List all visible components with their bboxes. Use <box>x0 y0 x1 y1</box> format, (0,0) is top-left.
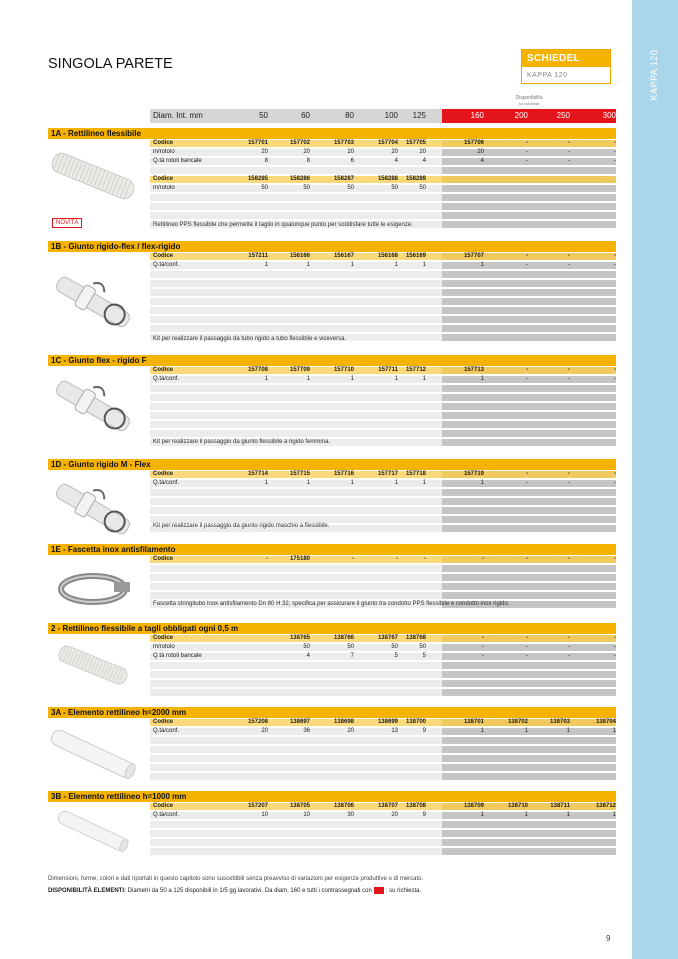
table-cell: - <box>526 140 528 146</box>
table-cell: 157719 <box>463 471 484 477</box>
table-cell: 50 <box>391 644 398 650</box>
table-cell: 1 <box>306 376 310 382</box>
section-title-bar <box>48 459 616 470</box>
row-label: m/rotolo <box>153 149 175 155</box>
table-cell: - <box>526 653 528 659</box>
table-cell: 20 <box>391 812 398 818</box>
table-row <box>150 507 616 515</box>
table-row <box>150 325 616 333</box>
table-cell: 157704 <box>377 140 398 146</box>
diameter-value: 60 <box>301 111 310 120</box>
table-row <box>150 167 616 175</box>
table-row <box>150 480 616 488</box>
table-cell: - <box>568 653 570 659</box>
table-cell: - <box>614 253 616 259</box>
table-cell: - <box>526 376 528 382</box>
row-label: m/rotolo <box>153 644 175 650</box>
table-cell: 20 <box>261 728 268 734</box>
table-cell: 138705 <box>289 803 310 809</box>
table-cell: - <box>526 262 528 268</box>
row-label: m/rotolo <box>153 185 175 191</box>
table-cell: 1 <box>306 480 310 486</box>
table-cell: - <box>568 367 570 373</box>
row-label: Codice <box>153 140 174 146</box>
table-cell: 20 <box>261 149 268 155</box>
table-row <box>150 203 616 211</box>
table-cell: 4 <box>306 653 310 659</box>
section-title: 3A - Elemento rettilineo h=2000 mm <box>51 708 187 717</box>
table-cell: 157701 <box>247 140 268 146</box>
diameter-value: 200 <box>514 111 528 120</box>
table-row <box>150 737 616 745</box>
side-label: KAPPA 120 <box>649 49 659 101</box>
table-cell: - <box>526 635 528 641</box>
table-row <box>150 556 616 564</box>
table-cell: 1 <box>480 812 484 818</box>
table-cell: - <box>568 253 570 259</box>
table-cell: - <box>614 158 616 164</box>
table-row <box>150 764 616 772</box>
table-cell: 1 <box>422 262 426 268</box>
diameter-value: 250 <box>556 111 570 120</box>
table-cell: - <box>568 471 570 477</box>
table-cell: 157713 <box>463 367 484 373</box>
table-cell: 6 <box>350 158 354 164</box>
table-cell: 157716 <box>333 471 354 477</box>
table-cell: 138697 <box>289 719 310 725</box>
table-cell: 50 <box>303 644 310 650</box>
row-label: Q.tà/conf. <box>153 376 180 382</box>
table-cell: 9 <box>422 812 426 818</box>
table-row <box>150 253 616 261</box>
table-cell: 157707 <box>463 253 484 259</box>
page-title: SINGOLA PARETE <box>48 56 173 72</box>
diameter-value: 125 <box>412 111 426 120</box>
table-cell: 157709 <box>289 367 310 373</box>
product-description: Kit per realizzare il passaggio da tubo rigido a tubo flessibile e viceversa. <box>153 336 347 342</box>
table-cell: 20 <box>347 728 354 734</box>
table-cell: 157715 <box>289 471 310 477</box>
table-row <box>150 430 616 438</box>
table-cell: 5 <box>394 653 398 659</box>
table-row <box>150 746 616 754</box>
table-cell: - <box>614 653 616 659</box>
table-cell: 4 <box>394 158 398 164</box>
table-row <box>150 839 616 847</box>
section-title: 1D - Giunto rigido M - Flex <box>51 460 151 469</box>
table-row <box>150 635 616 643</box>
table-row <box>150 421 616 429</box>
logo-product: KAPPA 120 <box>527 72 568 79</box>
table-cell: 8 <box>306 158 310 164</box>
table-cell: - <box>614 644 616 650</box>
table-cell: - <box>614 635 616 641</box>
table-row <box>150 280 616 288</box>
row-label: Q.tà/conf. <box>153 262 180 268</box>
table-cell: - <box>526 149 528 155</box>
product-description: Kit per realizzare il passaggio da giunto flessibile a rigido femmina. <box>153 439 331 445</box>
table-cell: 1 <box>480 728 484 734</box>
table-cell: - <box>526 556 528 562</box>
table-cell: 138767 <box>377 635 398 641</box>
table-cell: 157706 <box>463 140 484 146</box>
page-number: 9 <box>606 934 611 943</box>
table-row <box>150 212 616 220</box>
table-cell: 157708 <box>247 367 268 373</box>
section-title: 1B - Giunto rigido-flex / flex-rigido <box>51 242 181 251</box>
table-cell: 138711 <box>550 803 570 809</box>
table-cell: - <box>526 480 528 486</box>
table-cell: 1 <box>350 480 354 486</box>
table-cell: 138703 <box>549 719 570 725</box>
footer-note: Dimensioni, forme, colori e dati riportati in questo capitolo sono suscettibili senza preavviso di variazioni per esigenze produttive o di mercato. <box>48 876 424 882</box>
table-cell: - <box>614 556 616 562</box>
table-row <box>150 489 616 497</box>
table-cell: 157712 <box>405 367 426 373</box>
section-title: 1C - Giunto flex - rigido F <box>51 356 147 365</box>
section-title-bar <box>48 128 616 139</box>
table-cell: 1 <box>524 812 528 818</box>
flex-rigid-female-joint-icon <box>48 376 138 441</box>
table-row <box>150 289 616 297</box>
table-cell: 138704 <box>595 719 616 725</box>
table-cell: 9 <box>422 728 426 734</box>
table-row <box>150 719 616 727</box>
table-cell: 13 <box>391 728 398 734</box>
table-cell: 156169 <box>405 253 426 259</box>
table-row <box>150 755 616 763</box>
rigid-flex-joint-icon <box>48 272 138 337</box>
table-row <box>150 821 616 829</box>
table-cell: 157211 <box>248 253 268 259</box>
straight-element-1000-icon <box>48 806 138 861</box>
table-cell: - <box>526 367 528 373</box>
table-cell: 5 <box>422 653 426 659</box>
table-cell: 138698 <box>333 719 354 725</box>
table-cell: 10 <box>261 812 268 818</box>
table-cell: - <box>482 635 484 641</box>
table-cell: - <box>352 556 354 562</box>
table-row <box>150 262 616 270</box>
table-cell: 157207 <box>247 803 268 809</box>
table-cell: - <box>614 480 616 486</box>
table-cell: 4 <box>480 158 484 164</box>
table-row <box>150 194 616 202</box>
table-row <box>150 671 616 679</box>
table-cell: 157710 <box>333 367 354 373</box>
table-cell: 157702 <box>289 140 310 146</box>
table-cell: - <box>482 556 484 562</box>
new-badge: NOVITÀ <box>52 218 82 228</box>
row-label: Codice <box>153 176 174 182</box>
table-cell: 30 <box>347 812 354 818</box>
table-row <box>150 307 616 315</box>
table-cell: 157717 <box>377 471 398 477</box>
table-row <box>150 653 616 661</box>
table-cell: 138700 <box>405 719 426 725</box>
table-cell: 1 <box>566 812 570 818</box>
diameter-value: 50 <box>259 111 268 120</box>
table-row <box>150 298 616 306</box>
table-cell: - <box>396 556 398 562</box>
table-cell: 138765 <box>289 635 310 641</box>
table-cell: 1 <box>394 376 398 382</box>
table-cell: 50 <box>419 185 426 191</box>
table-row <box>150 773 616 781</box>
table-cell: 138707 <box>377 803 398 809</box>
table-row <box>150 689 616 697</box>
table-cell: 20 <box>391 149 398 155</box>
table-cell: 1 <box>480 262 484 268</box>
table-cell: 156167 <box>333 253 354 259</box>
row-label: Codice <box>153 367 174 373</box>
table-cell: 157714 <box>247 471 268 477</box>
row-label: Q.tà/conf. <box>153 480 180 486</box>
row-label: Codice <box>153 803 174 809</box>
table-cell: - <box>568 480 570 486</box>
table-cell: 20 <box>347 149 354 155</box>
table-cell: - <box>614 262 616 268</box>
table-row <box>150 367 616 375</box>
table-cell: - <box>568 556 570 562</box>
table-cell: - <box>614 376 616 382</box>
table-row <box>150 728 616 736</box>
table-cell: 1 <box>480 480 484 486</box>
flexible-corrugated-pipe-icon <box>48 146 138 211</box>
table-cell: 138712 <box>595 803 616 809</box>
table-cell: 20 <box>419 149 426 155</box>
table-cell: - <box>568 635 570 641</box>
table-cell: 1 <box>612 812 616 818</box>
table-row <box>150 471 616 479</box>
table-row <box>150 848 616 856</box>
table-cell: 158286 <box>289 176 310 182</box>
diameter-value: 80 <box>345 111 354 120</box>
table-row <box>150 830 616 838</box>
table-cell: - <box>614 149 616 155</box>
table-row <box>150 394 616 402</box>
table-cell: 1 <box>306 262 310 268</box>
product-description: Rettilineo PPS flessibile che permette il taglio in qualunque punto per soddisfare tutte le esigenze. <box>153 222 413 228</box>
table-cell: 1 <box>394 480 398 486</box>
table-cell: 20 <box>477 149 484 155</box>
table-cell: 138706 <box>333 803 354 809</box>
table-cell: 158288 <box>377 176 398 182</box>
table-row <box>150 583 616 591</box>
table-cell: - <box>568 140 570 146</box>
table-cell: 138699 <box>377 719 398 725</box>
table-cell: 1 <box>524 728 528 734</box>
table-row <box>150 565 616 573</box>
table-cell: - <box>526 253 528 259</box>
table-cell: 50 <box>347 185 354 191</box>
table-cell: 50 <box>261 185 268 191</box>
table-cell: - <box>424 556 426 562</box>
table-cell: 138710 <box>507 803 528 809</box>
product-description: Kit per realizzare il passaggio da giunto rigido maschio a flessibile. <box>153 523 330 529</box>
table-row <box>150 803 616 811</box>
table-cell: 138701 <box>463 719 484 725</box>
diameter-value: 300 <box>602 111 616 120</box>
row-label: Q.tà/conf. <box>153 812 180 818</box>
table-cell: 156168 <box>377 253 398 259</box>
table-cell: - <box>568 149 570 155</box>
table-cell: 138702 <box>507 719 528 725</box>
table-cell: 50 <box>419 644 426 650</box>
table-cell: 1 <box>566 728 570 734</box>
table-row <box>150 812 616 820</box>
red-marker-icon <box>374 887 384 894</box>
table-row <box>150 185 616 193</box>
row-label: Codice <box>153 253 174 259</box>
table-cell: 8 <box>264 158 268 164</box>
table-cell: 20 <box>303 149 310 155</box>
table-cell: 50 <box>303 185 310 191</box>
table-row <box>150 316 616 324</box>
section-title: 3B - Elemento rettilineo h=1000 mm <box>51 792 187 801</box>
table-cell: 7 <box>350 653 354 659</box>
table-cell: 1 <box>350 262 354 268</box>
side-band <box>632 0 678 959</box>
row-label: Q.tà rotoli bancale <box>153 158 202 164</box>
diameter-value: 160 <box>470 111 484 120</box>
table-cell: 138766 <box>333 635 354 641</box>
table-row <box>150 271 616 279</box>
table-row <box>150 149 616 157</box>
table-cell: 4 <box>422 158 426 164</box>
footer-availability: DISPONIBILITÀ ELEMENTI: Diametri da 50 a 125 disponibili in 1/5 gg lavorativi. Da diam. 160 e tutti i contrassegnati con : su richiesta. <box>48 888 422 895</box>
table-cell: 1 <box>264 480 268 486</box>
table-row <box>150 644 616 652</box>
table-row <box>150 662 616 670</box>
table-cell: 36 <box>303 728 310 734</box>
table-cell: - <box>614 140 616 146</box>
section-title-bar <box>48 623 616 634</box>
straight-element-2000-icon <box>48 724 138 789</box>
table-cell: 157703 <box>333 140 354 146</box>
table-cell: - <box>482 644 484 650</box>
table-cell: 1 <box>480 376 484 382</box>
table-cell: 1 <box>422 376 426 382</box>
diameter-header <box>150 109 616 123</box>
table-cell: 50 <box>391 185 398 191</box>
table-row <box>150 376 616 384</box>
diameter-label: Diam. Int. mm <box>153 111 203 120</box>
table-cell: - <box>568 644 570 650</box>
table-cell: 158289 <box>405 176 426 182</box>
table-cell: 138709 <box>463 803 484 809</box>
table-cell: 156166 <box>289 253 310 259</box>
stainless-clamp-icon <box>48 564 138 619</box>
table-cell: 157208 <box>247 719 268 725</box>
brand-logo <box>521 49 611 84</box>
section-title: 1A - Rettilineo flessibile <box>51 129 141 138</box>
table-cell: 1 <box>612 728 616 734</box>
table-cell: 157711 <box>378 367 398 373</box>
row-label: Codice <box>153 635 174 641</box>
table-cell: 157705 <box>405 140 426 146</box>
table-row <box>150 385 616 393</box>
table-row <box>150 680 616 688</box>
row-label: Codice <box>153 719 174 725</box>
table-cell: 138708 <box>405 803 426 809</box>
table-row <box>150 574 616 582</box>
flexible-pipe-fixed-cuts-icon <box>48 640 138 695</box>
table-cell: - <box>568 376 570 382</box>
table-row <box>150 592 616 600</box>
row-label: Codice <box>153 556 174 562</box>
table-cell: 10 <box>303 812 310 818</box>
table-cell: - <box>266 556 268 562</box>
table-row <box>150 176 616 184</box>
product-description: Fascetta stringitubo inox antisfilamento Dn 80 H 32, specifica per assicurare il giunto tra condotto PPS flessibile e condotto inox rigido. <box>153 601 510 607</box>
section-title: 1E - Fascetta inox antisfilamento <box>51 545 176 554</box>
table-row <box>150 158 616 166</box>
logo-brand: SCHIEDEL <box>527 53 580 64</box>
table-cell: - <box>482 653 484 659</box>
section-title: 2 - Rettilineo flessibile a tagli obbligati ogni 0,5 m <box>51 624 239 633</box>
row-label: Q.tà/conf. <box>153 728 180 734</box>
table-row <box>150 498 616 506</box>
table-cell: 1 <box>422 480 426 486</box>
section-title-bar <box>48 791 616 802</box>
table-cell: - <box>614 471 616 477</box>
row-label: Q.tà rotoli bancale <box>153 653 202 659</box>
table-cell: - <box>526 471 528 477</box>
diameter-value: 100 <box>384 111 398 120</box>
table-cell: - <box>568 262 570 268</box>
table-cell: 1 <box>394 262 398 268</box>
availability-legend: Disponibilità su richiesta <box>515 95 543 106</box>
table-cell: - <box>526 158 528 164</box>
table-cell: 50 <box>347 644 354 650</box>
table-row <box>150 412 616 420</box>
table-cell: - <box>614 367 616 373</box>
table-cell: 1 <box>350 376 354 382</box>
rigid-male-flex-joint-icon <box>48 479 138 544</box>
table-cell: 1 <box>264 262 268 268</box>
table-cell: 1 <box>264 376 268 382</box>
table-cell: - <box>526 644 528 650</box>
row-label: Codice <box>153 471 174 477</box>
table-cell: 138768 <box>405 635 426 641</box>
table-row <box>150 140 616 148</box>
table-cell: 158285 <box>247 176 268 182</box>
table-cell: 157718 <box>405 471 426 477</box>
table-cell: 175180 <box>289 556 310 562</box>
table-row <box>150 403 616 411</box>
section-title-bar <box>48 707 616 718</box>
table-cell: - <box>568 158 570 164</box>
table-cell: 158287 <box>333 176 354 182</box>
section-title-bar <box>48 241 616 252</box>
section-title-bar <box>48 544 616 555</box>
section-title-bar <box>48 355 616 366</box>
